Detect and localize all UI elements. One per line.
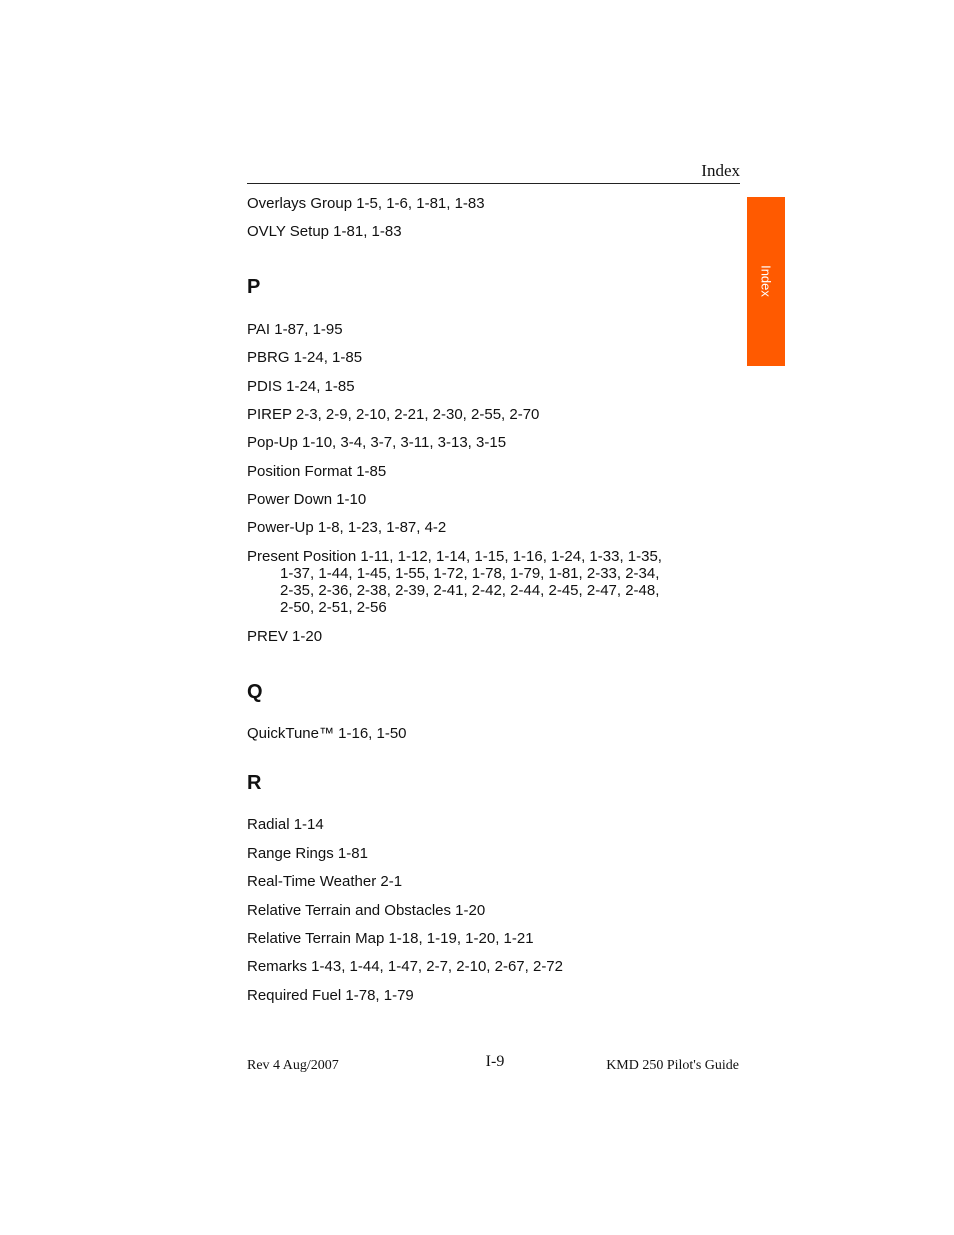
index-entry: Remarks 1-43, 1-44, 1-47, 2-7, 2-10, 2-67, 2-72	[247, 958, 563, 975]
section-letter-r: R	[247, 772, 262, 794]
index-entry: PIREP 2-3, 2-9, 2-10, 2-21, 2-30, 2-55, 2-70	[247, 406, 540, 423]
index-entry: PDIS 1-24, 1-85	[247, 378, 355, 395]
entry-continuation-line: 2-35, 2-36, 2-38, 2-39, 2-41, 2-42, 2-44, 2-45, 2-47, 2-48,	[280, 582, 660, 599]
index-entry: Relative Terrain Map 1-18, 1-19, 1-20, 1-21	[247, 930, 534, 947]
index-entry: Overlays Group 1-5, 1-6, 1-81, 1-83	[247, 195, 485, 212]
index-entry: Real-Time Weather 2-1	[247, 873, 403, 890]
section-letter-q: Q	[247, 681, 263, 703]
index-entry: Range Rings 1-81	[247, 845, 368, 862]
entry-first-line: Present Position 1-11, 1-12, 1-14, 1-15, 1-16, 1-24, 1-33, 1-35,	[247, 548, 662, 565]
index-entry: Position Format 1-85	[247, 463, 387, 480]
index-entry: Relative Terrain and Obstacles 1-20	[247, 902, 486, 919]
footer-guide-title: KMD 250 Pilot's Guide	[606, 1058, 739, 1073]
index-entry: PAI 1-87, 1-95	[247, 321, 343, 338]
index-entry: PREV 1-20	[247, 628, 323, 645]
index-entry: Power-Up 1-8, 1-23, 1-87, 4-2	[247, 519, 447, 536]
entry-continuation-line: 2-50, 2-51, 2-56	[280, 599, 387, 616]
entry-continuation-line: 1-37, 1-44, 1-45, 1-55, 1-72, 1-78, 1-79, 1-81, 2-33, 2-34,	[280, 565, 660, 582]
index-entry: OVLY Setup 1-81, 1-83	[247, 223, 402, 240]
index-entry: Required Fuel 1-78, 1-79	[247, 987, 414, 1004]
index-entry-present-position	[247, 548, 687, 616]
page-header-title: Index	[701, 161, 740, 180]
index-entry: Pop-Up 1-10, 3-4, 3-7, 3-11, 3-13, 3-15	[247, 434, 507, 451]
footer-revision: Rev 4 Aug/2007	[247, 1058, 339, 1073]
header-rule	[247, 183, 740, 184]
footer-page-number: I-9	[485, 1053, 505, 1070]
section-letter-p: P	[247, 276, 261, 298]
index-entry: QuickTune™ 1-16, 1-50	[247, 725, 407, 742]
index-entry: Radial 1-14	[247, 816, 324, 833]
side-tab-label: Index	[758, 265, 774, 297]
index-entry: PBRG 1-24, 1-85	[247, 349, 363, 366]
index-entry: Power Down 1-10	[247, 491, 367, 508]
index-side-tab	[747, 197, 785, 366]
